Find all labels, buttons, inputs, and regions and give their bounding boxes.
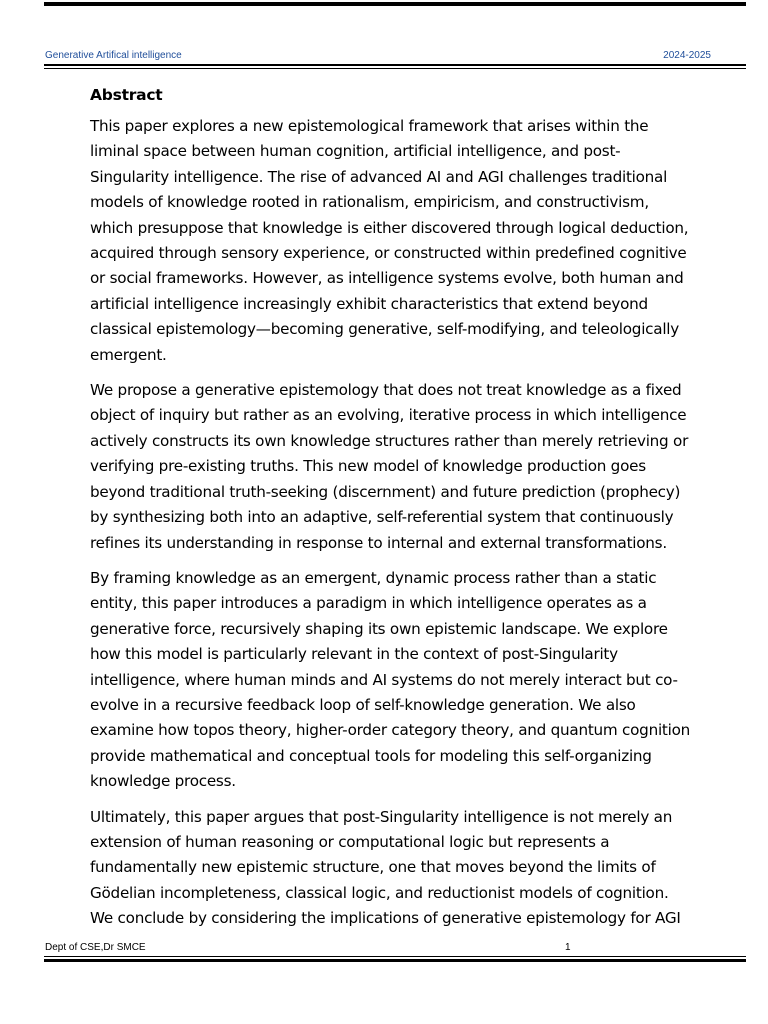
footer-rule-thick bbox=[44, 959, 746, 962]
header-rule-thin bbox=[44, 68, 746, 69]
abstract-paragraph: We propose a generative epistemology that does not treat knowledge as a fixed object of inquiry but rather as an evolving, iterative process in which intelligence actively constructs its own knowledge structures rather than merely retrieving or verifying pre-existing truths. This new model of knowledge production goes beyond traditional truth-seeking (discernment) and future prediction (prophecy) by synthesizing both into an adaptive, self-referential system that continuously refines its understanding in response to internal and external transformations. bbox=[90, 381, 689, 552]
abstract-section bbox=[90, 84, 690, 942]
header-year: 2024-2025 bbox=[663, 50, 711, 61]
header-rule-thick bbox=[44, 64, 746, 66]
page-footer bbox=[45, 942, 645, 953]
footer-rule-thin bbox=[44, 956, 746, 957]
footer-department: Dept of CSE,Dr SMCE bbox=[45, 942, 146, 953]
abstract-paragraph: Ultimately, this paper argues that post-Singularity intelligence is not merely an extension of human reasoning or computational logic but represents a fundamentally new epistemic structure, one that moves beyond the limits of Gödelian incompleteness, classical logic, and reductionist models of cognition. We conclude by considering the implications of generative epistemology for AGI bbox=[90, 807, 681, 928]
abstract-heading: Abstract bbox=[90, 86, 163, 104]
header-title: Generative Artifical intelligence bbox=[45, 50, 182, 61]
top-border-rule bbox=[44, 2, 746, 6]
page-header bbox=[45, 50, 711, 61]
abstract-paragraph: This paper explores a new epistemological framework that arises within the liminal space between human cognition, artificial intelligence, and post-Singularity intelligence. The rise of advanced AI and AGI challenges traditional models of knowledge rooted in rationalism, empiricism, and constructivism, which presuppose that knowledge is either discovered through logical deduction, acquired through sensory experience, or constructed within predefined cognitive or social frameworks. However, as intelligence systems evolve, both human and artificial intelligence increasingly exhibit characteristics that extend beyond classical epistemology—becoming generative, self-modifying, and teleologically emergent. bbox=[90, 117, 689, 364]
page-number: 1 bbox=[565, 942, 571, 953]
abstract-paragraph: By framing knowledge as an emergent, dynamic process rather than a static entity, this paper introduces a paradigm in which intelligence operates as a generative force, recursively shaping its own epistemic landscape. We explore how this model is particularly relevant in the context of post-Singularity intelligence, where human minds and AI systems do not merely interact but co-evolve in a recursive feedback loop of self-knowledge generation. We also examine how topos theory, higher-order category theory, and quantum cognition provide mathematical and conceptual tools for modeling this self-organizing knowledge process. bbox=[90, 568, 691, 791]
